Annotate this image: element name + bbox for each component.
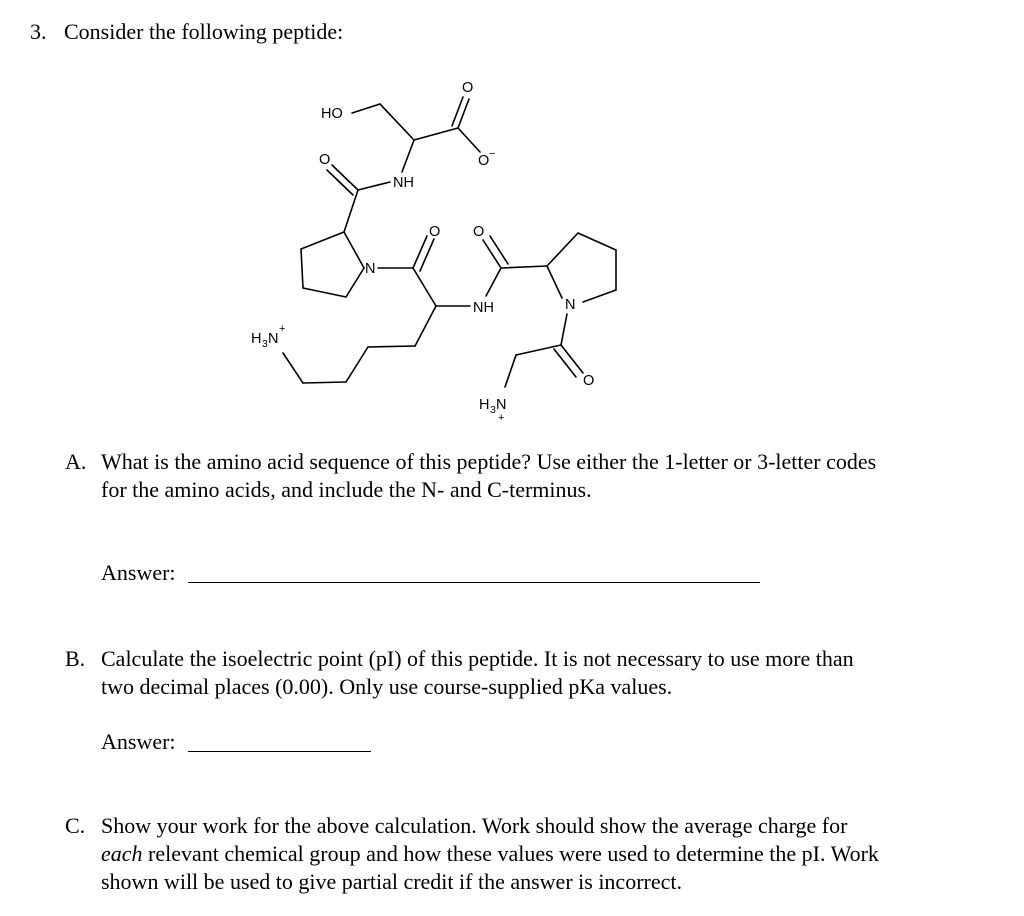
part-c-line-3: shown will be used to give partial credit if the answer is incorrect. <box>101 869 682 894</box>
part-c-emphasis: each <box>101 841 143 866</box>
part-a-text <box>101 448 876 504</box>
pro-n-left-label: N <box>365 261 376 277</box>
lys-ammonium-3: 3 <box>262 338 268 350</box>
part-a-letter: A. <box>65 449 87 474</box>
carboxylate-o-label: O <box>478 153 490 169</box>
pro-carbonyl-o-label: O <box>429 224 441 240</box>
lys-ammonium-n: N <box>268 331 279 347</box>
part-b-line-1: Calculate the isoelectric point (pI) of this peptide. It is not necessary to use more than <box>101 646 854 671</box>
part-c-letter: C. <box>65 813 86 838</box>
part-a-answer-line[interactable] <box>188 582 760 583</box>
part-b-answer-line[interactable] <box>188 751 371 752</box>
hydroxyl-label: HO <box>321 106 343 122</box>
part-b-answer-label: Answer: <box>101 729 176 754</box>
part-b-text <box>101 645 854 701</box>
amide-nh-mid-label: NH <box>473 300 494 316</box>
part-a-answer-label: Answer: <box>101 560 176 585</box>
carboxyl-o-label: O <box>462 80 474 96</box>
n-term-ammonium-h: H <box>479 397 490 413</box>
ser-carbonyl-o-label: O <box>319 152 331 168</box>
part-c-line-1: Show your work for the above calculation. Work should show the average charge for <box>101 813 848 838</box>
n-term-ammonium-3: 3 <box>490 404 496 416</box>
n-term-ammonium-n: N <box>496 397 507 413</box>
part-a-line-1: What is the amino acid sequence of this peptide? Use either the 1-letter or 3-letter codes <box>101 449 877 474</box>
carboxylate-minus: − <box>489 148 496 160</box>
lys-ammonium-plus: + <box>279 323 286 335</box>
question-number: 3. <box>30 19 47 44</box>
lys-ammonium-h: H <box>251 331 262 347</box>
lys-carbonyl-o-label: O <box>473 224 485 240</box>
pro-n-right-label: N <box>565 297 576 313</box>
question-prompt: Consider the following peptide: <box>64 19 344 44</box>
part-c-text <box>101 812 879 896</box>
peptide-structure <box>0 0 1024 430</box>
part-c-line-2 <box>101 840 879 868</box>
n-term-ammonium-plus: + <box>498 412 505 424</box>
part-a-line-2: for the amino acids, and include the N- and C-terminus. <box>101 477 592 502</box>
part-b-line-2: two decimal places (0.00). Only use course-supplied pKa values. <box>101 674 673 699</box>
amide-nh-top-label: NH <box>393 175 414 191</box>
c-term-carbonyl-o-label: O <box>583 373 595 389</box>
part-c-line-2-rest: relevant chemical group and how these values were used to determine the pI. Work <box>142 841 879 866</box>
part-b-letter: B. <box>65 646 86 671</box>
